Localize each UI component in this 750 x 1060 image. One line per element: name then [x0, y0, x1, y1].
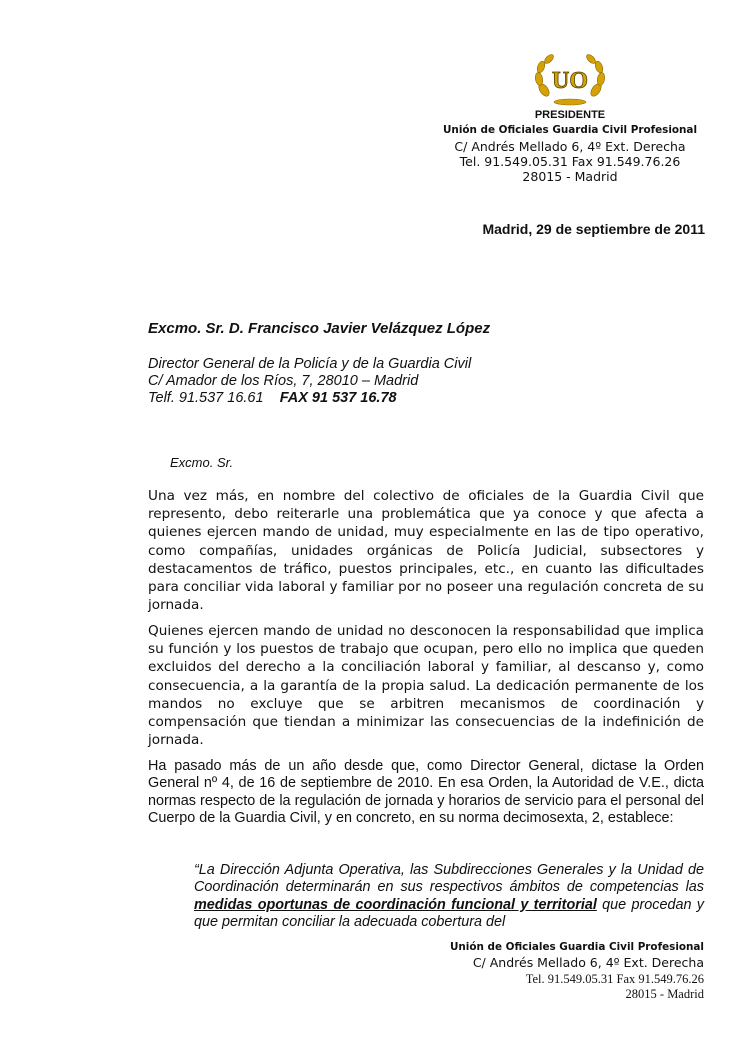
addressee-name: Excmo. Sr. D. Francisco Javier Velázquez López — [148, 320, 491, 337]
footer-organization: Unión de Oficiales Guardia Civil Profesional — [449, 941, 704, 953]
addressee-contact — [148, 390, 471, 407]
quote-emphasis: medidas oportunas de coordinación funcional y territorial — [194, 896, 597, 913]
salutation: Excmo. Sr. — [170, 455, 234, 470]
body-paragraph-1: Una vez más, en nombre del colectivo de oficiales de la Guardia Civil que represento, debo reiterarle una problemática que ya conoce y que afecta a quienes ejercen mando de unidad, muy especialmente en las de tipo operativo, como compañías, unidades orgánicas de Policía Judicial, subsectores y destacamentos de tráfico, puestos principales, etc., en cuanto las dificultades para conciliar vida laboral y familiar por no poseer una regulación concreta de su jornada. — [148, 488, 704, 614]
footer-phone-fax: Tel. 91.549.05.31 Fax 91.549.76.26 — [525, 972, 704, 986]
addressee-position: Director General de la Policía y de la Guardia Civil — [148, 356, 472, 372]
quote-start: “La Dirección Adjunta Operativa, las Subdirecciones Generales y la Unidad de Coordinación determinarán en sus respectivos ámbitos de competencias las — [194, 862, 704, 896]
logo-letters: UO — [552, 68, 588, 94]
laurel-crest-icon — [530, 52, 610, 108]
addressee-fax: FAX 91 537 16.78 — [279, 390, 397, 406]
footer-city: 28015 - Madrid — [625, 987, 704, 1001]
addressee-block — [148, 356, 471, 407]
letter-date: Madrid, 29 de septiembre de 2011 — [482, 221, 705, 237]
body-paragraph-2: Quienes ejercen mando de unidad no desconocen la responsabilidad que implica su función y los puestos de trabajo que ocupan, pero ello no implica que queden excluidos del derecho a la conciliación laboral y familiar, al descanso y, como consecuencia, a la garantía de la propia salud. La dedicación permanente de los mandos no excluye que se arbitren mecanismos de coordinación y compensación que tiendan a minimizar las consecuencias de la indefinición de jornada. — [148, 623, 704, 749]
quoted-regulation — [194, 862, 704, 931]
footer-address: C/ Andrés Mellado 6, 4º Ext. Derecha — [472, 955, 704, 970]
addressee-phone: Telf. 91.537 16.61 — [148, 390, 264, 406]
addressee-address: C/ Amador de los Ríos, 7, 28010 – Madrid — [148, 373, 419, 389]
letterhead-address: C/ Andrés Mellado 6, 4º Ext. Derecha — [454, 139, 686, 154]
letterhead-organization: Unión de Oficiales Guardia Civil Profesional — [442, 124, 698, 136]
letterhead-phone-fax: Tel. 91.549.05.31 Fax 91.549.76.26 — [459, 154, 681, 169]
letterhead-title: PRESIDENTE — [534, 109, 606, 121]
body-paragraph-3: Ha pasado más de un año desde que, como Director General, dictase la Orden General nº 4, de 16 de septiembre de 2010. En esa Orden, la Autoridad de V.E., dicta normas respecto de la regulación de jornada y horarios de servicio para el personal del Cuerpo de la Guardia Civil, y en concreto, en su norma decimosexta, 2, establece: — [148, 758, 704, 826]
quote-end: que procedan y que permitan conciliar la adecuada cobertura del — [194, 896, 704, 930]
letterhead-city: 28015 - Madrid — [522, 169, 618, 184]
